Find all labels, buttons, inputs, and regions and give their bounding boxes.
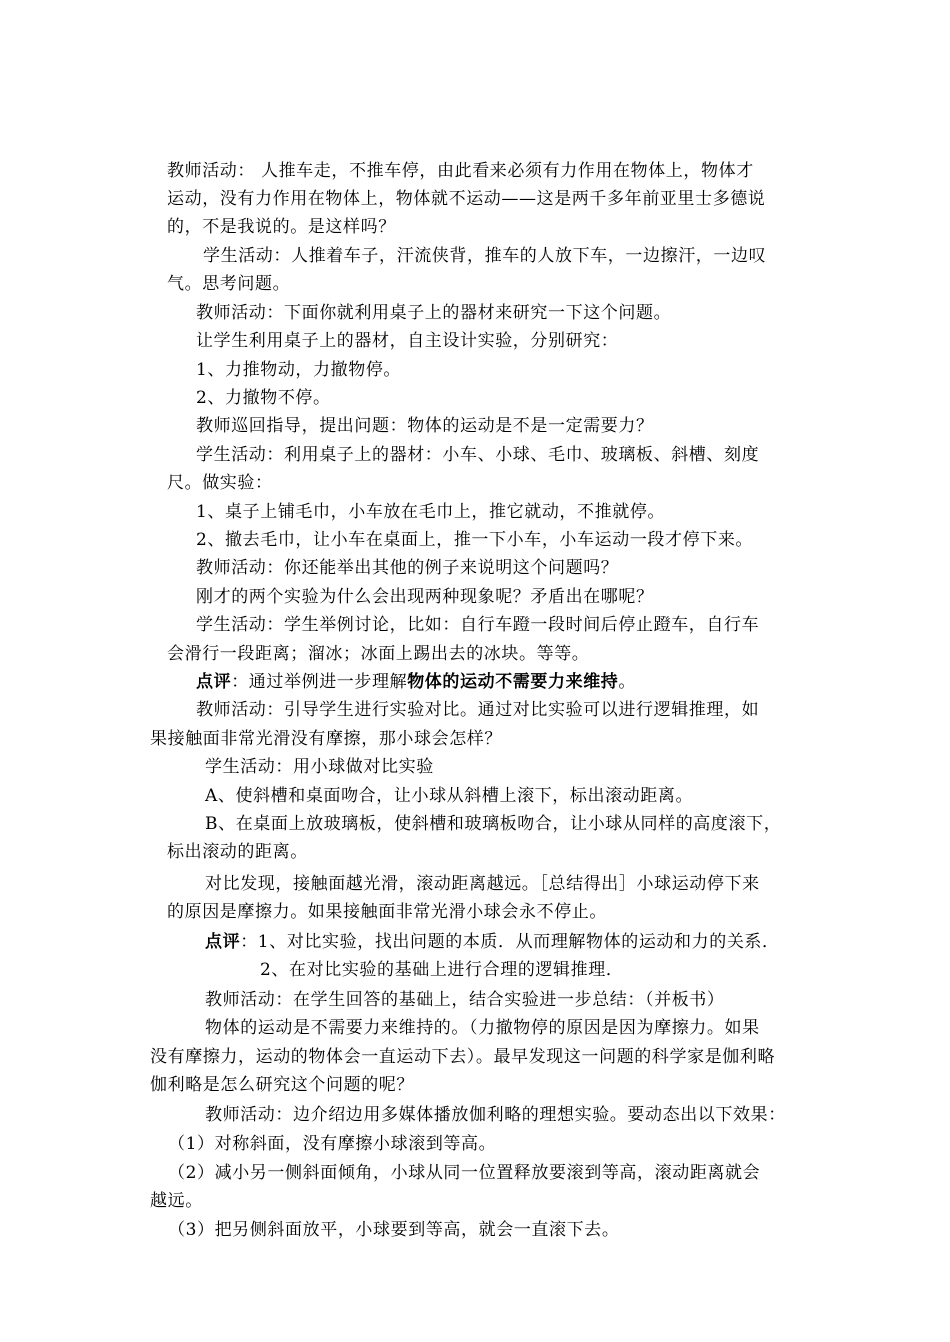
- text-line: 1、桌子上铺毛巾，小车放在毛巾上，推它就动，不推就停。: [196, 502, 666, 522]
- text-line: 让学生利用桌子上的器材，自主设计实验，分别研究：: [196, 331, 619, 351]
- text-line: （3）把另侧斜面放平，小球要到等高，就会一直滚下去。: [168, 1220, 620, 1240]
- text-line: B、在桌面上放玻璃板，使斜槽和玻璃板吻合，让小球从同样的高度滚下，: [205, 814, 782, 834]
- text-line: A、使斜槽和桌面吻合，让小球从斜槽上滚下，标出滚动距离。: [205, 786, 694, 806]
- text-line: 的，不是我说的。是这样吗？: [167, 217, 396, 237]
- text-line: （1）对称斜面，没有摩擦小球滚到等高。: [168, 1134, 497, 1154]
- text-segment: ：通过举例进一步理解: [231, 672, 408, 692]
- bold-text: 点评: [205, 932, 241, 952]
- text-line: 越远。: [150, 1191, 203, 1211]
- text-line: 2、在对比实验的基础上进行合理的逻辑推理．: [260, 960, 624, 980]
- text-line: 果接触面非常光滑没有摩擦，那小球会怎样？: [150, 729, 502, 749]
- text-line: 气。思考问题。: [167, 274, 291, 294]
- text-segment: 。: [618, 672, 637, 692]
- bold-text: 点评: [196, 672, 232, 692]
- text-line: 没有摩擦力，运动的物体会一直运动下去）。最早发现这一问题的科学家是伽利略: [150, 1047, 776, 1067]
- text-line: 的原因是摩擦力。如果接触面非常光滑小球会永不停止。: [167, 902, 607, 922]
- bold-text: 物体的运动不需要力来维持: [407, 672, 619, 692]
- text-line: 学生活动：利用桌子上的器材：小车、小球、毛巾、玻璃板、斜槽、刻度: [196, 445, 760, 465]
- text-line: 1、力推物动，力撤物停。: [196, 360, 402, 380]
- text-line: （2）减小另一侧斜面倾角，小球从同一位置释放要滚到等高，滚动距离就会: [168, 1163, 761, 1183]
- text-line: 2、撤去毛巾，让小车在桌面上，推一下小车，小车运动一段才停下来。: [196, 530, 754, 550]
- text-line: 教师活动：引导学生进行实验对比。通过对比实验可以进行逻辑推理，如: [196, 700, 760, 720]
- text-line: [196, 671, 636, 693]
- text-line: 学生活动：学生举例讨论，比如：自行车蹬一段时间后停止蹬车，自行车: [196, 615, 760, 635]
- text-line: 学生活动：人推着车子，汗流侠背，推车的人放下车，一边擦汗，一边叹: [203, 246, 767, 266]
- text-line: 伽利略是怎么研究这个问题的呢？: [150, 1075, 414, 1095]
- text-line: 教师活动：边介绍边用多媒体播放伽利略的理想实验。要动态出以下效果：: [205, 1105, 786, 1125]
- text-line: 物体的运动是不需要力来维持的。（力撤物停的原因是因为摩擦力。如果: [205, 1018, 760, 1038]
- text-line: 标出滚动的距离。: [167, 842, 308, 862]
- text-line: 教师活动： 人推车走，不推车停，由此看来必须有力作用在物体上，物体才: [167, 161, 754, 181]
- text-line: 教师活动：在学生回答的基础上，结合实验进一步总结：（并板书）: [205, 990, 725, 1010]
- text-line: 会滑行一段距离；溜冰；冰面上踢出去的冰块。等等。: [167, 644, 590, 664]
- text-line: 运动，没有力作用在物体上，物体就不运动——这是两千多年前亚里士多德说: [167, 189, 766, 209]
- text-line: 刚才的两个实验为什么会出现两种现象呢？矛盾出在哪呢？: [196, 587, 654, 607]
- text-line: 2、力撤物不停。: [196, 388, 331, 408]
- text-segment: ：1、对比实验，找出问题的本质．从而理解物体的运动和力的关系．: [240, 932, 780, 952]
- text-line: 对比发现，接触面越光滑，滚动距离越远。［总结得出］小球运动停下来: [205, 874, 760, 894]
- text-line: 教师活动：下面你就利用桌子上的器材来研究一下这个问题。: [196, 303, 672, 323]
- text-line: 学生活动：用小球做对比实验: [205, 757, 434, 777]
- text-line: 教师活动：你还能举出其他的例子来说明这个问题吗？: [196, 558, 619, 578]
- text-line: 尺。做实验：: [167, 473, 273, 493]
- text-line: [205, 931, 780, 953]
- text-line: 教师巡回指导，提出问题：物体的运动是不是一定需要力？: [196, 416, 654, 436]
